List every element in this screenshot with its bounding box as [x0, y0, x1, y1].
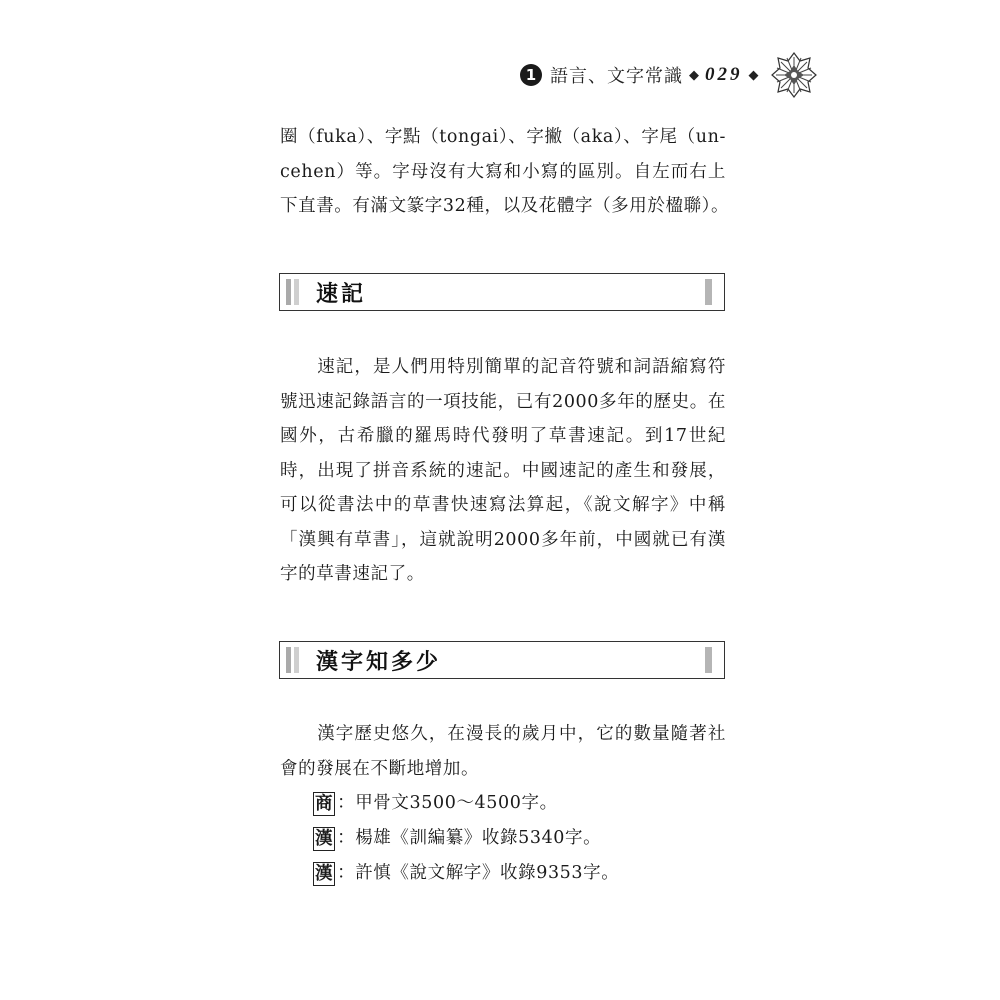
paragraph-line: 圈（fuka）、字點（tongai）、字撇（aka）、字尾（un- — [280, 127, 726, 147]
paragraph-line: 「漢興有草書」，這就說明2000多年前，中國就已有漢 — [280, 529, 726, 550]
section-title: 漢字知多少 — [316, 650, 442, 675]
starburst-ornament-icon — [771, 52, 817, 98]
paragraph-line: 下直書。有滿文篆字32種，以及花體字（多用於楹聯）。 — [280, 196, 730, 216]
diamond-right-icon: ◆ — [748, 67, 759, 83]
era-label-box: 商 — [315, 793, 334, 814]
paragraph-line: 會的發展在不斷地增加。 — [280, 758, 480, 779]
paragraph-line: 速記，是人們用特別簡單的記音符號和詞語縮寫符 — [280, 357, 726, 377]
diamond-left-icon: ◆ — [689, 67, 699, 83]
paragraph-line: 時，出現了拼音系統的速記。中國速記的產生和發展， — [280, 460, 726, 481]
heading-bar-decoration — [705, 279, 712, 305]
paragraph-line: cehen）等。字母沒有大寫和小寫的區別。自左而右上 — [280, 161, 726, 182]
chapter-number-badge: 1 — [520, 64, 542, 86]
character-count-list — [313, 786, 619, 891]
era-label-box: 漢 — [315, 828, 334, 849]
heading-bar-decoration — [286, 647, 291, 673]
shorthand-paragraph — [280, 350, 726, 592]
intro-paragraph — [280, 120, 730, 224]
chapter-title: 語言、文字常識 — [550, 66, 683, 87]
paragraph-line: 號迅速記錄語言的一項技能，已有2000多年的歷史。在 — [280, 391, 726, 412]
list-item-text: ：許慎《說文解字》收錄9353字。 — [337, 863, 620, 883]
era-label-box: 漢 — [315, 863, 334, 884]
list-item — [313, 786, 619, 821]
section-heading-shorthand — [279, 273, 725, 311]
heading-bar-decoration — [286, 279, 291, 305]
paragraph-line: 國外，古希臘的羅馬時代發明了草書速記。到17世紀 — [280, 426, 726, 446]
character-count-paragraph — [280, 717, 726, 786]
heading-bar-decoration — [705, 647, 712, 673]
list-item-text: ：楊雄《訓編纂》收錄5340字。 — [337, 828, 602, 848]
paragraph-line: 可以從書法中的草書快速寫法算起，《說文解字》中稱 — [280, 495, 726, 515]
list-item — [313, 856, 619, 891]
running-header — [520, 58, 817, 92]
list-item — [313, 821, 619, 856]
list-item-text: ：甲骨文3500～4500字。 — [337, 793, 558, 813]
heading-bar-decoration — [294, 279, 299, 305]
heading-bar-decoration — [294, 647, 299, 673]
section-title: 速記 — [316, 282, 367, 307]
section-heading-character-count — [279, 641, 725, 679]
paragraph-line: 漢字歷史悠久，在漫長的歲月中，它的數量隨著社 — [280, 724, 726, 744]
page-number: 029 — [705, 64, 743, 85]
paragraph-line: 字的草書速記了。 — [280, 564, 425, 584]
